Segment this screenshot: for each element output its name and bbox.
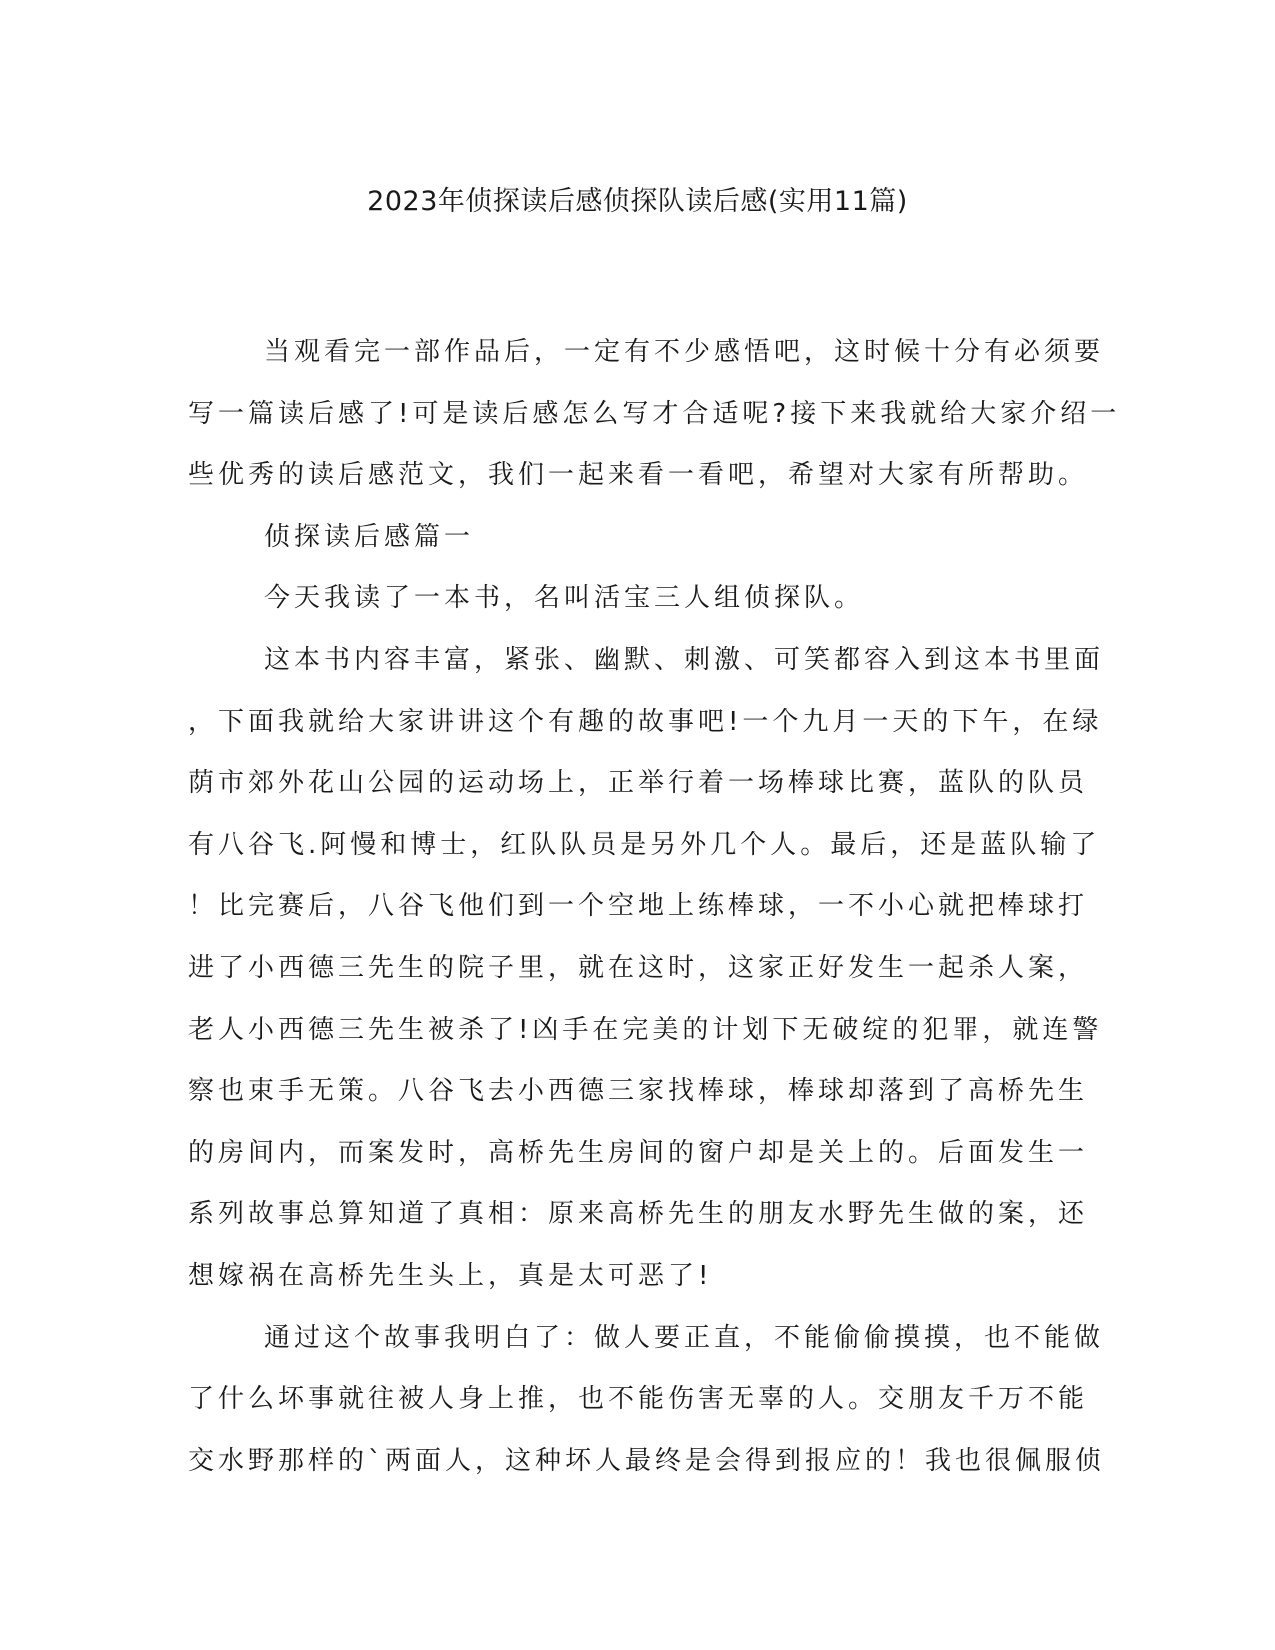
paragraph-line: 些优秀的读后感范文，我们一起来看一看吧，希望对大家有所帮助。 bbox=[188, 460, 1089, 491]
paragraph-line: ！比完赛后，八谷飞他们到一个空地上练棒球，一不小心就把棒球打 bbox=[188, 891, 1089, 922]
paragraph-line: 写一篇读后感了!可是读后感怎么写才合适呢?接下来我就给大家介绍一 bbox=[188, 398, 1121, 429]
paragraph-line: 交水野那样的`两面人，这种坏人最终是会得到报应的！我也很佩服侦 bbox=[188, 1445, 1106, 1476]
paragraph-line: 想嫁祸在高桥先生头上，真是太可恶了! bbox=[188, 1260, 713, 1291]
paragraph-line: 今天我读了一本书，名叫活宝三人组侦探队。 bbox=[264, 583, 865, 614]
paragraph-line: 当观看完一部作品后，一定有不少感悟吧，这时候十分有必须要 bbox=[264, 337, 1105, 367]
paragraph-line: 这本书内容丰富，紧张、幽默、刺激、可笑都容入到这本书里面 bbox=[264, 644, 1105, 675]
paragraph-line: 了什么坏事就往被人身上推，也不能伤害无辜的人。交朋友千万不能 bbox=[188, 1384, 1089, 1415]
paragraph-line: ，下面我就给大家讲讲这个有趣的故事吧!一个九月一天的下午，在绿 bbox=[188, 706, 1103, 737]
paragraph-line: 有八谷飞.阿慢和博士，红队队员是另外几个人。最后，还是蓝队输了 bbox=[188, 829, 1101, 860]
document-body bbox=[188, 322, 1121, 1492]
paragraph-line: 荫市郊外花山公园的运动场上，正举行着一场棒球比赛，蓝队的队员 bbox=[188, 768, 1089, 799]
paragraph-line: 进了小西德三先生的院子里，就在这时，这家正好发生一起杀人案， bbox=[188, 952, 1089, 983]
paragraph-line: 系列故事总算知道了真相：原来高桥先生的朋友水野先生做的案，还 bbox=[188, 1199, 1089, 1230]
paragraph-line: 老人小西德三先生被杀了!凶手在完美的计划下无破绽的犯罪，就连警 bbox=[188, 1014, 1103, 1045]
paragraph-line: 的房间内，而案发时，高桥先生房间的窗户却是关上的。后面发生一 bbox=[188, 1137, 1089, 1168]
paragraph-line: 察也束手无策。八谷飞去小西德三家找棒球，棒球却落到了高桥先生 bbox=[188, 1076, 1089, 1107]
section-heading: 侦探读后感篇一 bbox=[264, 521, 475, 552]
document-title: 2023年侦探读后感侦探队读后感(实用11篇) bbox=[367, 186, 908, 217]
paragraph-line: 通过这个故事我明白了：做人要正直，不能偷偷摸摸，也不能做 bbox=[264, 1322, 1105, 1353]
